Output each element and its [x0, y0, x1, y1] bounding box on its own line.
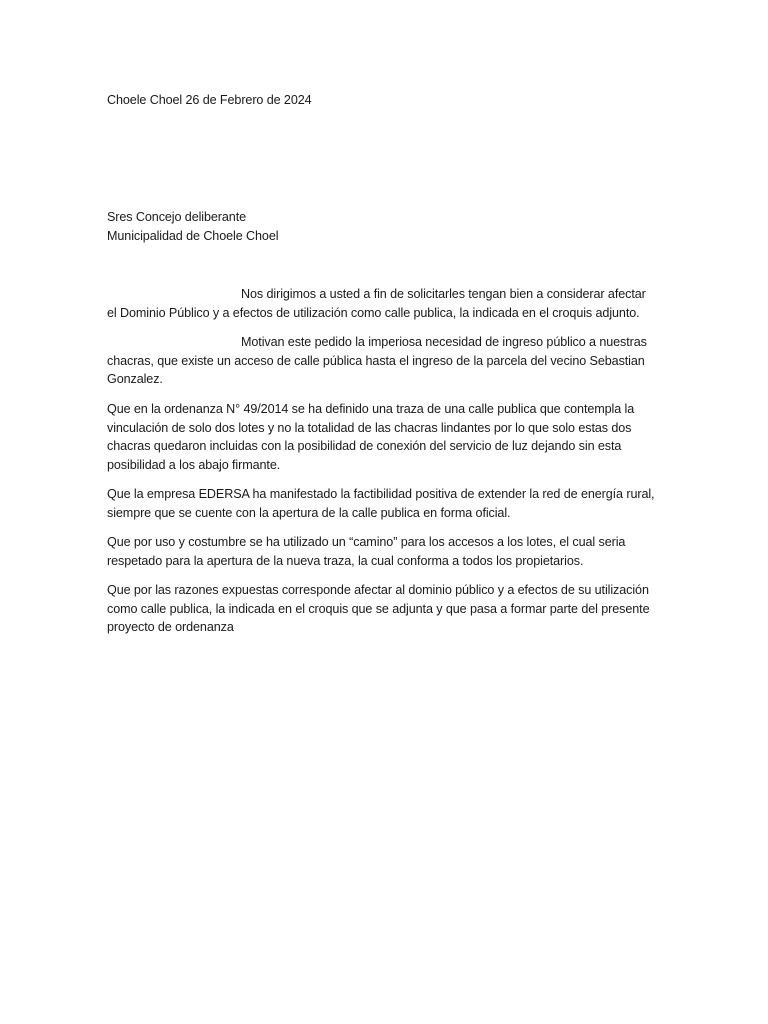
- paragraph-line: Gonzalez.: [107, 372, 163, 386]
- paragraph-line: respetado para la apertura de la nueva traza, la cual conforma a todos los propietarios.: [107, 553, 584, 568]
- paragraph-line: chacras, que existe un acceso de calle pública hasta el ingreso de la parcela del vecino Sebastian: [107, 353, 645, 368]
- paragraph-line: Que la empresa EDERSA ha manifestado la factibilidad positiva de extender la red de energía rural,: [107, 487, 655, 501]
- recipient-line-2: Municipalidad de Choele Choel: [107, 229, 279, 243]
- paragraph-line: el Dominio Público y a efectos de utilización como calle publica, la indicada en el croquis adjunto.: [107, 305, 640, 320]
- paragraph-1: [107, 285, 663, 322]
- paragraph-line: chacras quedaron incluidas con la posibilidad de conexión del servicio de luz dejando sin esta: [107, 439, 622, 453]
- paragraph-line: Que por las razones expuestas corresponde afectar al dominio público y a efectos de su utilización: [107, 583, 649, 597]
- paragraph-line: vinculación de solo dos lotes y no la totalidad de las chacras lindantes por lo que solo estas dos: [107, 420, 632, 435]
- paragraph-line: siempre que se cuente con la apertura de la calle publica en forma oficial.: [107, 505, 511, 520]
- paragraph-line: posibilidad a los abajo firmante.: [107, 457, 281, 472]
- paragraph-line: proyecto de ordenanza: [107, 620, 234, 634]
- paragraph-line: Nos dirigimos a usted a fin de solicitarles tengan bien a considerar afectar: [241, 287, 646, 301]
- paragraph-5: [107, 533, 663, 570]
- paragraph-6: [107, 581, 663, 637]
- paragraph-line: como calle publica, la indicada en el croquis que se adjunta y que pasa a formar parte del presente: [107, 601, 650, 616]
- paragraph-2: [107, 333, 663, 389]
- date-line: Choele Choel 26 de Febrero de 2024: [107, 93, 312, 107]
- paragraph-line: Motivan este pedido la imperiosa necesidad de ingreso público a nuestras: [241, 335, 647, 349]
- paragraph-4: [107, 485, 663, 522]
- recipient-line-1: Sres Concejo deliberante: [107, 210, 247, 224]
- paragraph-line: Que en la ordenanza N° 49/2014 se ha definido una traza de una calle publica que contempla la: [107, 402, 635, 416]
- paragraph-3: [107, 400, 663, 474]
- paragraph-line: Que por uso y costumbre se ha utilizado un “camino” para los accesos a los lotes, el cual seria: [107, 535, 626, 549]
